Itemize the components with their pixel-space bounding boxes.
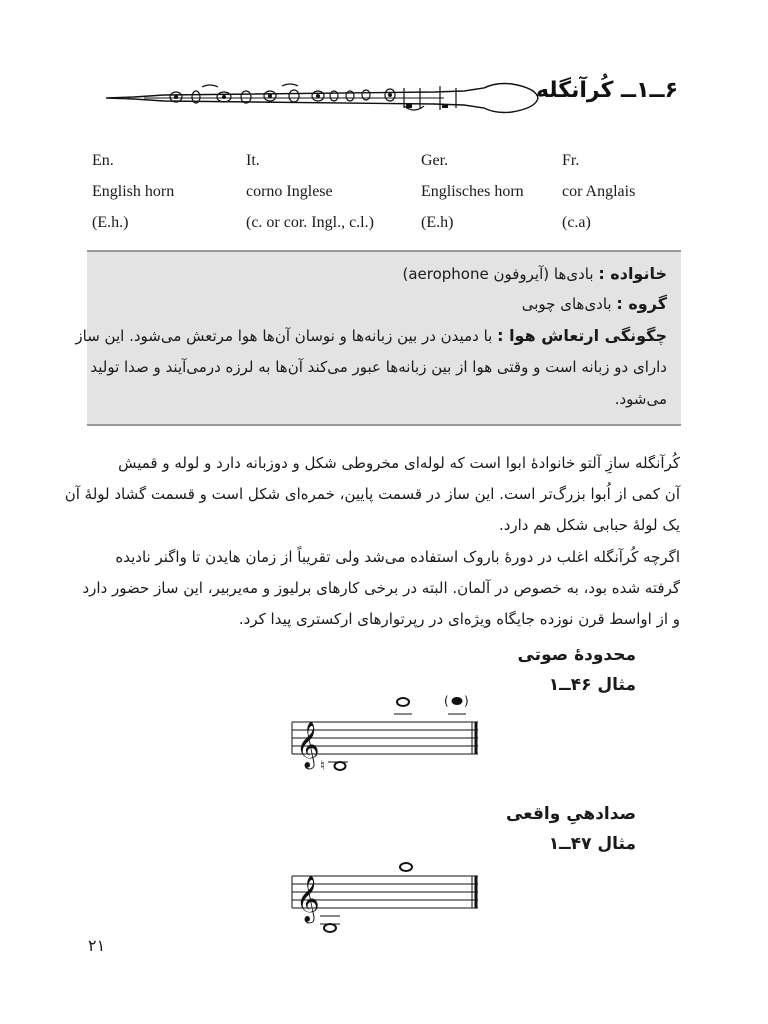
abbr-it: (c. or cor. Ingl., c.l.) — [246, 214, 374, 231]
sounding-staff — [290, 852, 486, 938]
paragraph-1-line-2: آن کمی از اُبوا بزرگ‌تر است. این ساز در قسمت پایین، خمره‌ای شکل است و قسمت گشاد لولهٔ آن — [64, 485, 680, 503]
name-en: English horn — [92, 183, 175, 200]
example-46-label: مثال ۴۶ــ۱ — [548, 675, 636, 695]
treble-clef-icon: 𝄞 — [296, 876, 320, 922]
family-line — [402, 264, 667, 283]
high-note — [397, 698, 409, 706]
page-number: ۲۱ — [88, 936, 106, 955]
vibration-text-2: دارای دو زبانه است و وقتی هوا از بین زبانه‌ها عبور می‌کند آن‌ها به لرزه درمی‌آیند و صدا تولید — [90, 358, 667, 376]
names-header-row — [92, 152, 692, 178]
treble-clef-icon: 𝄞 — [296, 722, 320, 768]
paragraph-2-line-2: گرفته شده بود، به خصوص در آلمان. البته در برخی کارهای برلیوز و مه‌یربیر، این ساز حضور دارد — [82, 579, 680, 597]
example-47-label: مثال ۴۷ــ۱ — [548, 834, 636, 854]
low-note — [335, 762, 346, 770]
abbr-fr: (c.a) — [562, 214, 591, 231]
paragraph-1-line-1: کُرآنگله سازِ آلتو خانوادهٔ ابوا است که لوله‌ای مخروطی شکل و دوزبانه دارد و لوله و قمیش — [118, 454, 680, 472]
vibration-label: چگونگی ارتعاش هوا : — [497, 326, 667, 345]
high-note — [400, 863, 412, 871]
vibration-line — [75, 326, 667, 345]
abbr-ger: (E.h) — [421, 214, 454, 231]
paragraph-1-line-3: یک لولهٔ حبابی شکل هم دارد. — [498, 516, 680, 534]
natural-sign-icon: ♮ — [320, 758, 326, 774]
svg-text:(: ( — [444, 694, 449, 708]
english-horn-illustration — [104, 80, 540, 116]
family-label: خانواده : — [598, 264, 667, 283]
optional-high-note — [452, 697, 463, 705]
name-fr: cor Anglais — [562, 183, 636, 200]
instrument-info-box — [75, 250, 681, 426]
group-value: بادی‌های چوبی — [521, 295, 617, 313]
name-ger: Englisches horn — [421, 183, 524, 200]
low-note — [324, 924, 336, 932]
group-label: گروه : — [616, 294, 667, 313]
group-line — [522, 294, 667, 313]
section-heading: ۶ــ۱ــ کُرآنگله — [535, 78, 678, 103]
vibration-text-1: با دمیدن در بین زبانه‌ها و نوسان آن‌ها هوا مرتعش می‌شود. این ساز — [75, 327, 498, 345]
paragraph-2-line-3: و از اواسط قرن نوزده جایگاه ویژه‌ای در رپرتوارهای ارکستری پیدا کرد. — [238, 610, 680, 628]
lang-it: It. — [246, 152, 260, 169]
sound-title: صدادهیِ واقعی — [505, 804, 636, 824]
vibration-text-3: می‌شود. — [614, 390, 667, 408]
paragraph-2-line-1: اگرچه کُرآنگله اغلب در دورهٔ باروک استفاده می‌شد ولی تقریباً از زمان هایدن تا واگنر نادیده — [115, 548, 680, 566]
names-full-row — [92, 183, 692, 209]
family-value: بادی‌ها (آیروفون aerophone) — [402, 265, 599, 283]
names-abbr-row — [92, 214, 692, 240]
range-staff — [290, 692, 486, 782]
range-title: محدودهٔ صوتی — [517, 645, 636, 665]
svg-text:): ) — [464, 694, 469, 708]
lang-en: En. — [92, 152, 114, 169]
lang-ger: Ger. — [421, 152, 449, 169]
lang-fr: Fr. — [562, 152, 580, 169]
abbr-en: (E.h.) — [92, 214, 129, 231]
name-it: corno Inglese — [246, 183, 333, 200]
